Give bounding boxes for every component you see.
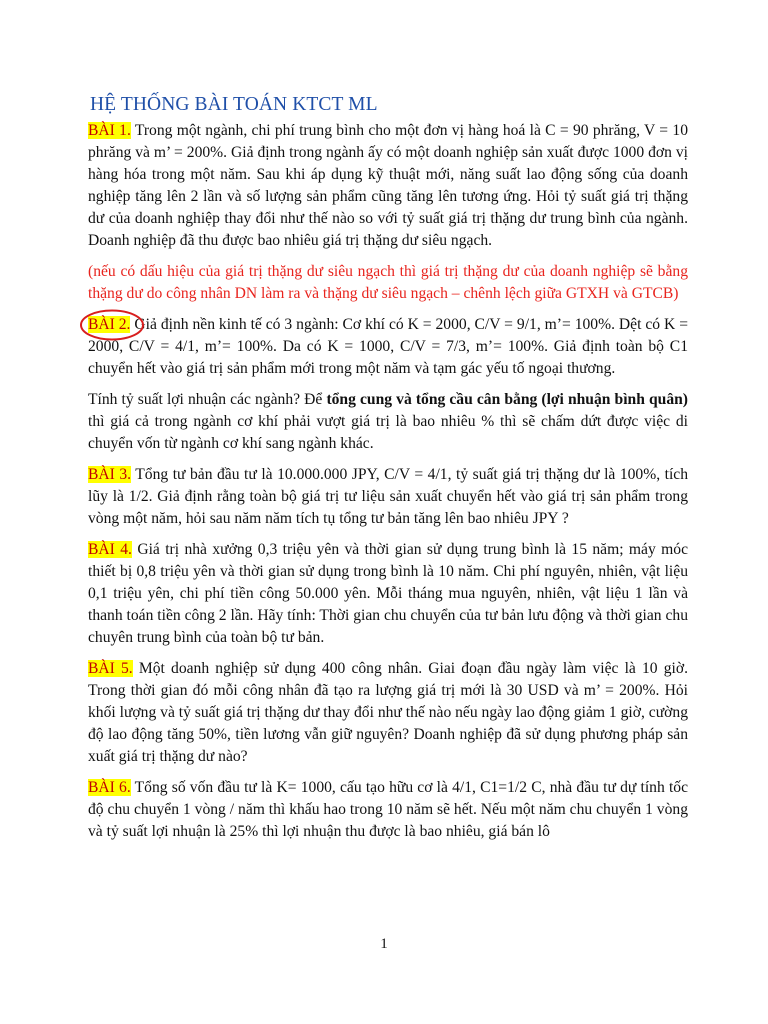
problem-5 xyxy=(88,658,688,768)
problem-1-label: BÀI 1. xyxy=(88,122,131,139)
problem-5-text: Một doanh nghiệp sử dụng 400 công nhân. Giai đoạn đầu ngày làm việc là 10 giờ. Trong thời gian đó mỗi công nhân đã tạo ra lượng giá trị mới là 30 USD và m’ = 200%. Hỏi khối lượng và tỷ suất giá trị thặng dư thay đổi như thế nào nếu ngày lao động giảm 1 giờ, cường độ lao động tăng 50%, tiền lương vẫn giữ nguyên? Doanh nghiệp đã sử dụng phương pháp sản xuất giá trị thặng dư nào? xyxy=(88,660,689,765)
problem-3-label: BÀI 3. xyxy=(88,466,132,483)
problem-1-note: (nếu có dấu hiệu của giá trị thặng dư siêu ngạch thì giá trị thặng dư của doanh nghiệp sẽ bằng thặng dư do công nhân DN làm ra và thặng dư siêu ngạch – chênh lệch giữa GTXH và GTCB) xyxy=(88,263,688,302)
problem-1 xyxy=(88,120,688,252)
problem-4 xyxy=(88,539,688,649)
problem-4-label: BÀI 4. xyxy=(88,541,132,558)
problem-5-label: BÀI 5. xyxy=(88,660,133,677)
problem-3-text: Tổng tư bản đầu tư là 10.000.000 JPY, C/V = 4/1, tỷ suất giá trị thặng dư là 100%, tích lũy là 1/2. Giả định rằng toàn bộ giá trị tư liệu sản xuất chuyển hết vào giá trị sản phẩm trong vòng một năm, hỏi sau năm năm tích tụ tổng tư bản tăng lên bao nhiêu JPY ? xyxy=(88,466,688,527)
problem-4-text: Giá trị nhà xưởng 0,3 triệu yên và thời gian sử dụng trung bình là 15 năm; máy móc thiết bị 0,8 triệu yên và thời gian sử dụng trong bình là 10 năm. Chi phí nguyên, nhiên, vật liệu 0,1 triệu yên, chi phí tiền công 50.000 yên. Mỗi tháng mua nguyên, nhiên, vật liệu 1 lần và thanh toán tiền công 2 lần. Hãy tính: Thời gian chu chuyển của tư bản lưu động và thời gian chu chuyên trung bình của toàn bộ tư bản. xyxy=(88,541,688,646)
page-title: HỆ THỐNG BÀI TOÁN KTCT ML xyxy=(90,94,378,115)
problem-2 xyxy=(88,314,688,380)
problem-2-question-start: Tính tỷ suất lợi nhuận các ngành? Để xyxy=(88,391,327,408)
problem-2-question-end: thì giá cả trong ngành cơ khí phải vượt giá trị là bao nhiêu % thì sẽ chấm dứt được việc di chuyển vốn từ ngành cơ khí sang ngành khác. xyxy=(88,413,688,452)
problem-2-circled-label xyxy=(88,314,130,336)
problem-2-label: BÀI 2. xyxy=(88,316,131,333)
problem-6-label: BÀI 6. xyxy=(88,779,131,796)
problem-2-text: Giả định nền kinh tế có 3 ngành: Cơ khí có K = 2000, C/V = 9/1, m’= 100%. Dệt có K = 2000, C/V = 4/1, m’= 100%. Da có K = 1000, C/V = 7/3, m’= 100%. Giả định toàn bộ C1 chuyển hết vào giá trị sản phẩm mới trong một năm và tạm gác yếu tố ngoại thương. xyxy=(88,316,688,377)
page-number: 1 xyxy=(380,936,388,952)
problem-3 xyxy=(88,464,688,530)
problem-2-question-bold: tổng cung và tổng cầu cân bằng (lợi nhuận bình quân) xyxy=(326,391,688,408)
problem-2-question xyxy=(88,389,688,455)
problem-6 xyxy=(88,777,688,843)
problem-1-text: Trong một ngành, chi phí trung bình cho một đơn vị hàng hoá là C = 90 phrăng, V = 10 phrăng và m’ = 200%. Giả định trong ngành ấy có một doanh nghiệp sản xuất được 1000 đơn vị hàng hóa trong một năm. Sau khi áp dụng kỹ thuật mới, năng suất lao động sống của doanh nghiệp tăng lên 2 lần và số lượng sản phẩm cũng tăng lên tương ứng. Hỏi tỷ suất giá trị thặng dư của doanh nghiệp thay đổi như thế nào so với tỷ suất giá trị thặng dư trung bình của ngành. Doanh nghiệp đã thu được bao nhiêu giá trị thặng dư siêu ngạch. xyxy=(88,122,688,249)
problem-6-text: Tổng số vốn đầu tư là K= 1000, cấu tạo hữu cơ là 4/1, C1=1/2 C, nhà đầu tư dự tính tốc độ chu chuyển 1 vòng / năm thì khấu hao trong 10 năm sẽ hết. Nếu một năm chu chuyển 1 vòng và tỷ suất lợi nhuận là 25% thì lợi nhuận thu được là bao nhiêu, giá bán lô xyxy=(88,779,689,840)
